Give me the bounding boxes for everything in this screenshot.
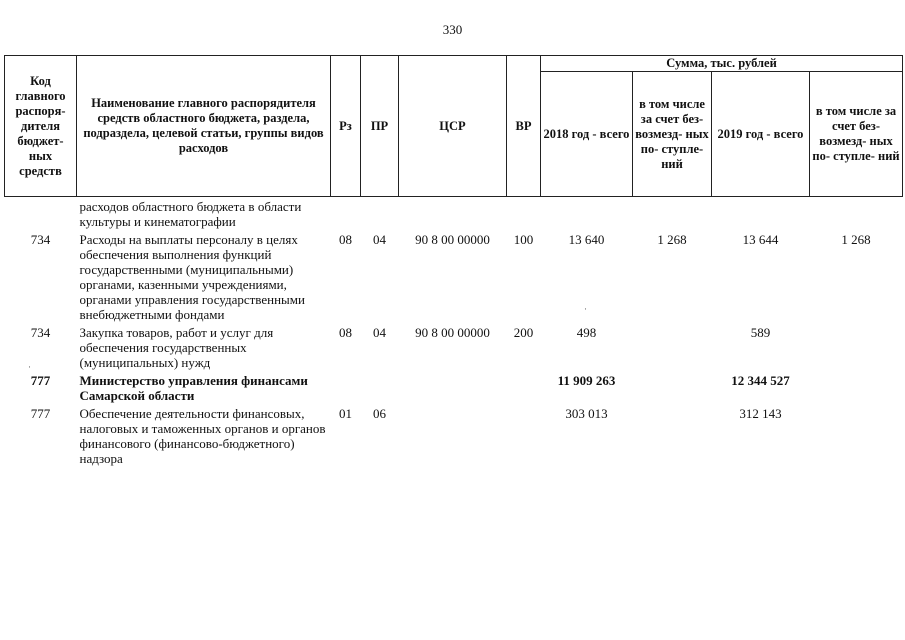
cell-2019: 312 143 — [739, 406, 782, 421]
cell-rz — [331, 197, 361, 231]
cell-vr — [507, 404, 541, 467]
table-row — [5, 371, 903, 404]
table-row — [5, 230, 903, 323]
cell-2018: 11 909 263 — [557, 373, 616, 388]
cell-name: Обеспечение деятельности финансовых, налоговых и таможенных органов и органов финансового (финансово-бюджетного) надзора — [79, 406, 326, 466]
cell-code: 777 — [30, 373, 51, 388]
cell-2018-free: 1 268 — [657, 232, 687, 247]
cell-csr — [399, 371, 507, 404]
cell-2019-free — [810, 371, 903, 404]
table-body — [5, 197, 903, 468]
cell-2019: 589 — [750, 325, 771, 340]
cell-rz: 08 — [339, 325, 352, 340]
cell-2019: 12 344 527 — [731, 373, 790, 388]
cell-csr — [399, 404, 507, 467]
cell-rz — [331, 371, 361, 404]
table-row — [5, 197, 903, 231]
header-2018-free: в том числе за счет без- возмезд- ных по- ступле- ний — [633, 72, 712, 197]
cell-rz: 01 — [339, 406, 352, 421]
cell-code — [5, 197, 77, 231]
cell-pr — [361, 371, 399, 404]
cell-code: 734 — [30, 325, 51, 340]
cell-2018: 498 — [576, 325, 597, 340]
cell-code: 734 — [30, 232, 51, 247]
header-rz: Рз — [331, 56, 361, 197]
cell-vr — [507, 197, 541, 231]
cell-2018 — [541, 197, 633, 231]
header-name: Наименование главного распорядителя средств областного бюджета, раздела, подраздела, целевой статьи, группы видов расходов — [77, 56, 331, 197]
cell-2018-free — [633, 371, 712, 404]
cell-2018-free — [633, 404, 712, 467]
cell-2019-free: 1 268 — [841, 232, 871, 247]
cell-name: Расходы на выплаты персоналу в целях обеспечения выполнения функций государственными (муниципальными) органами, казенными учреждениями, органами управления государственными внебюджетными фондами — [79, 232, 305, 322]
cell-pr: 04 — [373, 232, 386, 247]
scan-speck: · — [28, 362, 31, 372]
header-csr: ЦСР — [399, 56, 507, 197]
budget-table — [4, 55, 903, 467]
cell-2018-free — [633, 323, 712, 371]
cell-name: расходов областного бюджета в области культуры и кинематографии — [79, 199, 302, 229]
header-pr: ПР — [361, 56, 399, 197]
cell-2019: 13 644 — [742, 232, 779, 247]
cell-pr: 04 — [373, 325, 386, 340]
cell-2018-free — [633, 197, 712, 231]
header-vr: ВР — [507, 56, 541, 197]
cell-name: Закупка товаров, работ и услуг для обеспечения государственных (муниципальных) нужд — [79, 325, 274, 370]
cell-2019-free — [810, 197, 903, 231]
cell-vr — [507, 371, 541, 404]
cell-name: Министерство управления финансами Самарской области — [79, 373, 308, 403]
cell-rz: 08 — [339, 232, 352, 247]
cell-2019-free — [810, 404, 903, 467]
cell-vr: 100 — [513, 232, 534, 247]
cell-2019-free — [810, 323, 903, 371]
table-row — [5, 404, 903, 467]
table-row — [5, 323, 903, 371]
cell-csr — [399, 197, 507, 231]
header-2019-total: 2019 год - всего — [712, 72, 810, 197]
cell-2019 — [712, 197, 810, 231]
cell-2018: 303 013 — [565, 406, 608, 421]
cell-csr: 90 8 00 00000 — [415, 325, 490, 340]
scan-speck: · — [584, 304, 587, 314]
cell-pr: 06 — [373, 406, 386, 421]
header-2019-free: в том числе за счет без- возмезд- ных по- ступле- ний — [810, 72, 903, 197]
header-sum-title: Сумма, тыс. рублей — [541, 56, 903, 72]
cell-2018: 13 640 — [568, 232, 605, 247]
header-2018-total: 2018 год - всего — [541, 72, 633, 197]
cell-csr: 90 8 00 00000 — [415, 232, 490, 247]
table-header — [5, 56, 903, 197]
cell-pr — [361, 197, 399, 231]
header-code: Код главного распоря- дителя бюджет- ных средств — [5, 56, 77, 197]
cell-code: 777 — [30, 406, 51, 421]
page-number: 330 — [442, 22, 463, 37]
cell-vr: 200 — [513, 325, 534, 340]
